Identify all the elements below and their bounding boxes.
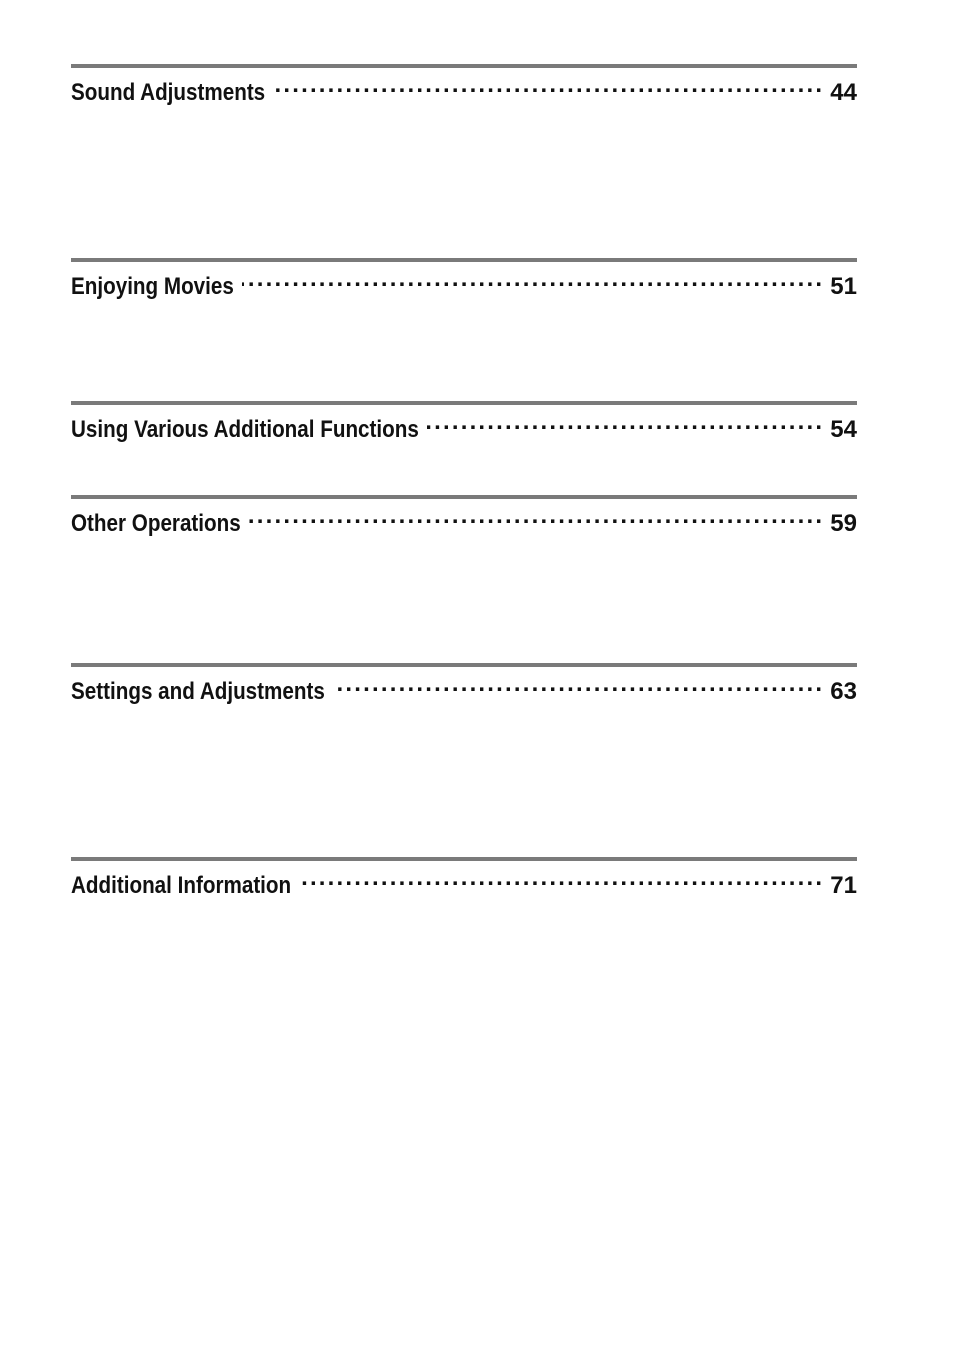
toc-entry-line <box>71 264 857 302</box>
dot-leader <box>273 70 824 100</box>
toc-entry-page-number: 54 <box>830 416 857 443</box>
toc-entry-line <box>71 863 857 901</box>
section-rule <box>71 401 857 405</box>
dot-leader <box>299 863 824 893</box>
toc-entry-using-various-additional-functions[interactable] <box>71 401 857 441</box>
toc-entry-page-number: 63 <box>830 678 857 705</box>
toc-entry-sound-adjustments[interactable] <box>71 64 857 104</box>
toc-entry-enjoying-movies[interactable] <box>71 258 857 298</box>
toc-entry-title: Other Operations <box>71 510 241 537</box>
toc-entry-page-number: 44 <box>830 79 857 106</box>
section-rule <box>71 64 857 68</box>
section-rule <box>71 258 857 262</box>
toc-entry-title: Enjoying Movies <box>71 273 234 300</box>
section-rule <box>71 857 857 861</box>
toc-entry-line <box>71 407 857 445</box>
toc-entry-page-number: 59 <box>830 510 857 537</box>
toc-entry-title: Sound Adjustments <box>71 79 266 106</box>
section-rule <box>71 495 857 499</box>
toc-entry-line <box>71 70 857 108</box>
toc-entry-title: Using Various Additional Functions <box>71 416 419 443</box>
section-rule <box>71 663 857 667</box>
dot-leader <box>249 501 824 531</box>
dot-leader <box>333 669 824 699</box>
toc-entry-page-number: 51 <box>830 273 857 300</box>
toc-entry-other-operations[interactable] <box>71 495 857 535</box>
toc-entry-settings-and-adjustments[interactable] <box>71 663 857 703</box>
toc-entry-page-number: 71 <box>830 872 857 899</box>
toc-entry-title: Settings and Adjustments <box>71 678 325 705</box>
dot-leader <box>427 407 824 437</box>
dot-leader <box>242 264 824 294</box>
toc-entry-line <box>71 669 857 707</box>
toc-entry-line <box>71 501 857 539</box>
toc-entry-additional-information[interactable] <box>71 857 857 897</box>
toc-entry-title: Additional Information <box>71 872 292 899</box>
